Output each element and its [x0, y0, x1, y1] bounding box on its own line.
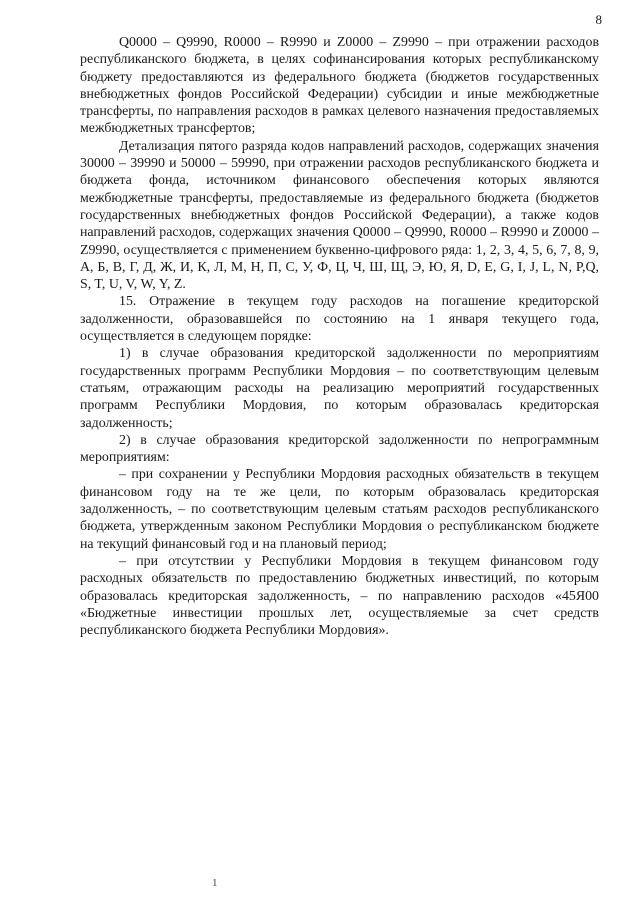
- paragraph-funding-codes: Q0000 – Q9990, R0000 – R9990 и Z0000 – Z9990 – при отражении расходов республиканского бюджета, в целях софинансирования которых республиканскому бюджету предоставляются из федерального бюджета (бюджетов государственных внебюджетных фондов Российской Федерации) субсидии и иные межбюджетные трансферты, по направления расходов в рамках целевого назначения предоставляемых межбюджетных трансфертов;: [80, 35, 599, 137]
- page-number: 8: [595, 12, 602, 27]
- paragraph-dash-item-2: – при отсутствии у Республики Мордовия в текущем финансовом году расходных обязательств по предоставлению бюджетных инвестиций, по которым образовалась кредиторская задолженность, – по направлению расходов «45Я00 «Бюджетные инвестиции прошлых лет, осуществляемые за счет средств республиканского бюджета Республики Мордовия».: [80, 553, 599, 639]
- paragraph-dash-item-1: – при сохранении у Республики Мордовия расходных обязательств в текущем финансовом году на те же цели, по которым образовалась кредиторская задолженность, – по соответствующим целевым статьям расходов республиканского бюджета, утвержденным законом Республики Мордовия о республиканском бюджете на текущий финансовый год и на плановый период;: [80, 467, 599, 552]
- paragraph-code-detailing: Детализация пятого разряда кодов направлений расходов, содержащих значения 30000 – 39990 и 50000 – 59990, при отражении расходов республиканского бюджета и бюджета фонда, источником финансового обеспечения которых являются межбюджетные трансферты, предоставляемые из федерального бюджета (бюджетов государственных внебюджетных фондов Российской Федерации), а также кодов направлений расходов, содержащих значения Q0000 – Q9990, R0000 – R9990 и Z0000 – Z9990, осуществляется с применением буквенно-цифрового ряда: 1, 2, 3, 4, 5, 6, 7, 8, 9, А, Б, В, Г, Д, Ж, И, К, Л, М, Н, П, С, У, Ф, Ц, Ч, Ш, Щ, Э, Ю, Я, D, E, G, I, J, L, N, P,Q, S, T, U, V, W, Y, Z.: [80, 138, 599, 293]
- paragraph-subitem-2: 2) в случае образования кредиторской задолженности по непрограммным мероприятиям:: [80, 432, 599, 466]
- paragraph-item-15: 15. Отражение в текущем году расходов на погашение кредиторской задолженности, образовавшейся по состоянию на 1 января текущего года, осуществляется в следующем порядке:: [80, 294, 599, 345]
- paragraph-subitem-1: 1) в случае образования кредиторской задолженности по мероприятиям государственных программ Республики Мордовия – по соответствующим целевым статьям, отражающим расходы на реализацию мероприятий государственных программ Республики Мордовия, по которым образовалась кредиторская задолженность;: [80, 346, 599, 431]
- document-body: [80, 34, 599, 639]
- footer-mark: 1: [212, 877, 218, 889]
